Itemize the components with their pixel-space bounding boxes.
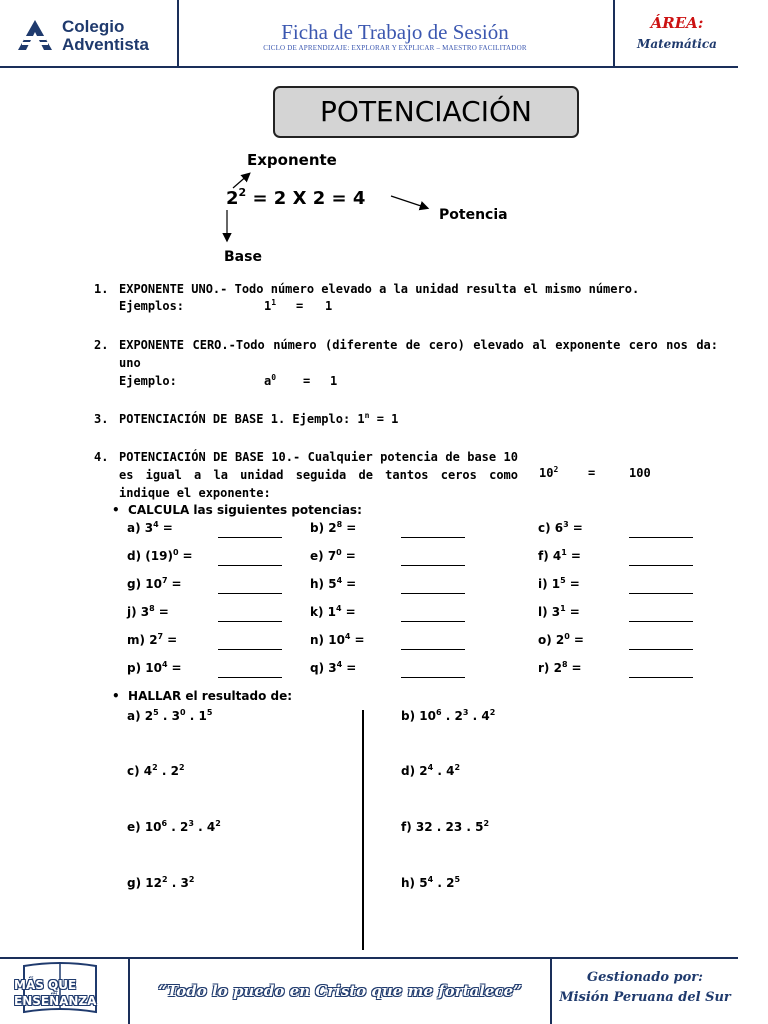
hallar-item: e) $10^6$ . $2^3$ . $4^2$ [127, 819, 221, 834]
answer-blank[interactable] [401, 620, 465, 622]
answer-blank[interactable] [218, 592, 282, 594]
calcula-item: a) $3^4=$ [127, 520, 173, 535]
rule-item [94, 336, 718, 376]
exponent-label: Exponente [247, 151, 337, 169]
rule-item [94, 280, 718, 300]
base-label: Base [224, 249, 262, 265]
hallar-item: g) $12^2$ . $3^2$ [127, 875, 195, 890]
answer-blank[interactable] [218, 620, 282, 622]
example-result: 100 [629, 466, 651, 480]
answer-blank[interactable] [218, 648, 282, 650]
calcula-item: c) $6^3=$ [538, 520, 583, 535]
answer-blank[interactable] [401, 536, 465, 538]
hallar-item: f) 32 . 23 . $5^2$ [401, 819, 490, 834]
calcula-item: e) $7^0=$ [310, 548, 356, 563]
footer-quote: “Todo lo puedo en Cristo que me fortalece” [158, 982, 522, 1000]
calcula-item: p) $10^4=$ [127, 660, 182, 675]
answer-blank[interactable] [629, 676, 693, 678]
example-label: Ejemplos: [119, 299, 185, 313]
answer-blank[interactable] [401, 676, 465, 678]
example-equals: = [588, 466, 596, 480]
calcula-item: h) $5^4=$ [310, 576, 357, 591]
badge-line1: MÁS QUE [14, 978, 77, 992]
footer-divider [0, 957, 738, 959]
managed-by-label: Gestionado por: [587, 970, 703, 985]
example-expression: $a^0$ [264, 373, 277, 388]
calcula-item: f) $4^1=$ [538, 548, 581, 563]
sheet-subtitle: CICLO DE APRENDIZAJE: EXPLORAR Y EXPLICAR – MAESTRO FACILITADOR [263, 44, 527, 52]
calcula-heading: • CALCULA las siguientes potencias: [112, 503, 362, 517]
school-name-line1: Colegio [62, 17, 125, 36]
rule-text: EXPONENTE CERO.-Todo número (diferente de cero) elevado al exponente cero nos da: uno [119, 338, 718, 370]
answer-blank[interactable] [218, 536, 282, 538]
calcula-item: b) $2^8=$ [310, 520, 357, 535]
rule-number: 3. [94, 412, 109, 426]
example-label: Ejemplo: [119, 374, 177, 388]
answer-blank[interactable] [629, 536, 693, 538]
formula-rest: = 2 X 2 = 4 [246, 188, 366, 209]
calcula-item: j) $3^8=$ [127, 604, 169, 619]
rule-text: EXPONENTE UNO.- Todo número elevado a la unidad resulta el mismo número. [119, 282, 640, 296]
area-label: ÁREA: [650, 14, 704, 32]
calcula-item: l) $3^1=$ [538, 604, 580, 619]
school-name-line2: Adventista [62, 35, 149, 54]
answer-blank[interactable] [629, 592, 693, 594]
badge-line2: ENSEÑANZA [14, 994, 97, 1008]
rule-number: 4. [94, 450, 109, 464]
example-equals: = [296, 299, 304, 313]
page-title: POTENCIACIÓN [273, 86, 579, 138]
example-expression: $1^1$ [264, 298, 277, 313]
answer-blank[interactable] [629, 564, 693, 566]
answer-blank[interactable] [629, 620, 693, 622]
calcula-item: i) $1^5=$ [538, 576, 580, 591]
rule-number: 2. [94, 338, 109, 352]
power-arrow [391, 196, 427, 208]
hallar-item: d) $2^4$ . $4^2$ [401, 763, 461, 778]
hallar-heading: • HALLAR el resultado de: [112, 689, 293, 703]
answer-blank[interactable] [218, 676, 282, 678]
column-divider [362, 710, 364, 950]
rule-item [94, 410, 718, 430]
sheet-title: Ficha de Trabajo de Sesión [281, 20, 509, 44]
calcula-item: g) $10^7=$ [127, 576, 182, 591]
rule-item [94, 448, 718, 500]
calcula-item: n) $10^4=$ [310, 632, 365, 647]
rule-number: 1. [94, 282, 109, 296]
answer-blank[interactable] [629, 648, 693, 650]
example-result: 1 [330, 374, 338, 388]
power-label: Potencia [439, 207, 508, 223]
rule-text: POTENCIACIÓN DE BASE 10.- Cualquier potencia de base 10 es igual a la unidad seguida de tantos ceros como indique el exponente: [119, 450, 518, 500]
hallar-item: a) $2^5$ . $3^0$ . $1^5$ [127, 708, 213, 723]
answer-blank[interactable] [218, 564, 282, 566]
answer-blank[interactable] [401, 592, 465, 594]
calcula-item: q) $3^4=$ [310, 660, 357, 675]
formula-exponent: 2 [238, 186, 247, 199]
formula-base: 2 [226, 188, 239, 209]
hallar-item: b) $10^6$ . $2^3$ . $4^2$ [401, 708, 496, 723]
example-result: 1 [325, 299, 333, 313]
rule-text: POTENCIACIÓN DE BASE 1. Ejemplo: $1^n = 1$ [119, 411, 399, 426]
answer-blank[interactable] [401, 564, 465, 566]
organization-name: Misión Peruana del Sur [559, 990, 731, 1005]
hallar-item: h) $5^4$ . $2^5$ [401, 875, 461, 890]
example-equals: = [303, 374, 311, 388]
calcula-item: m) $2^7=$ [127, 632, 178, 647]
answer-blank[interactable] [401, 648, 465, 650]
calcula-item: d) $(19)^0$ = [127, 548, 193, 563]
hallar-item: c) $4^2$ . $2^2$ [127, 763, 185, 778]
diagram-arrows [0, 0, 768, 260]
area-value: Matemática [637, 37, 717, 51]
exponent-arrow [233, 174, 249, 188]
example-expression: $10^2$ [539, 465, 559, 480]
calcula-item: o) $2^0=$ [538, 632, 584, 647]
calcula-item: k) $1^4=$ [310, 604, 356, 619]
calcula-item: r) $2^8=$ [538, 660, 582, 675]
